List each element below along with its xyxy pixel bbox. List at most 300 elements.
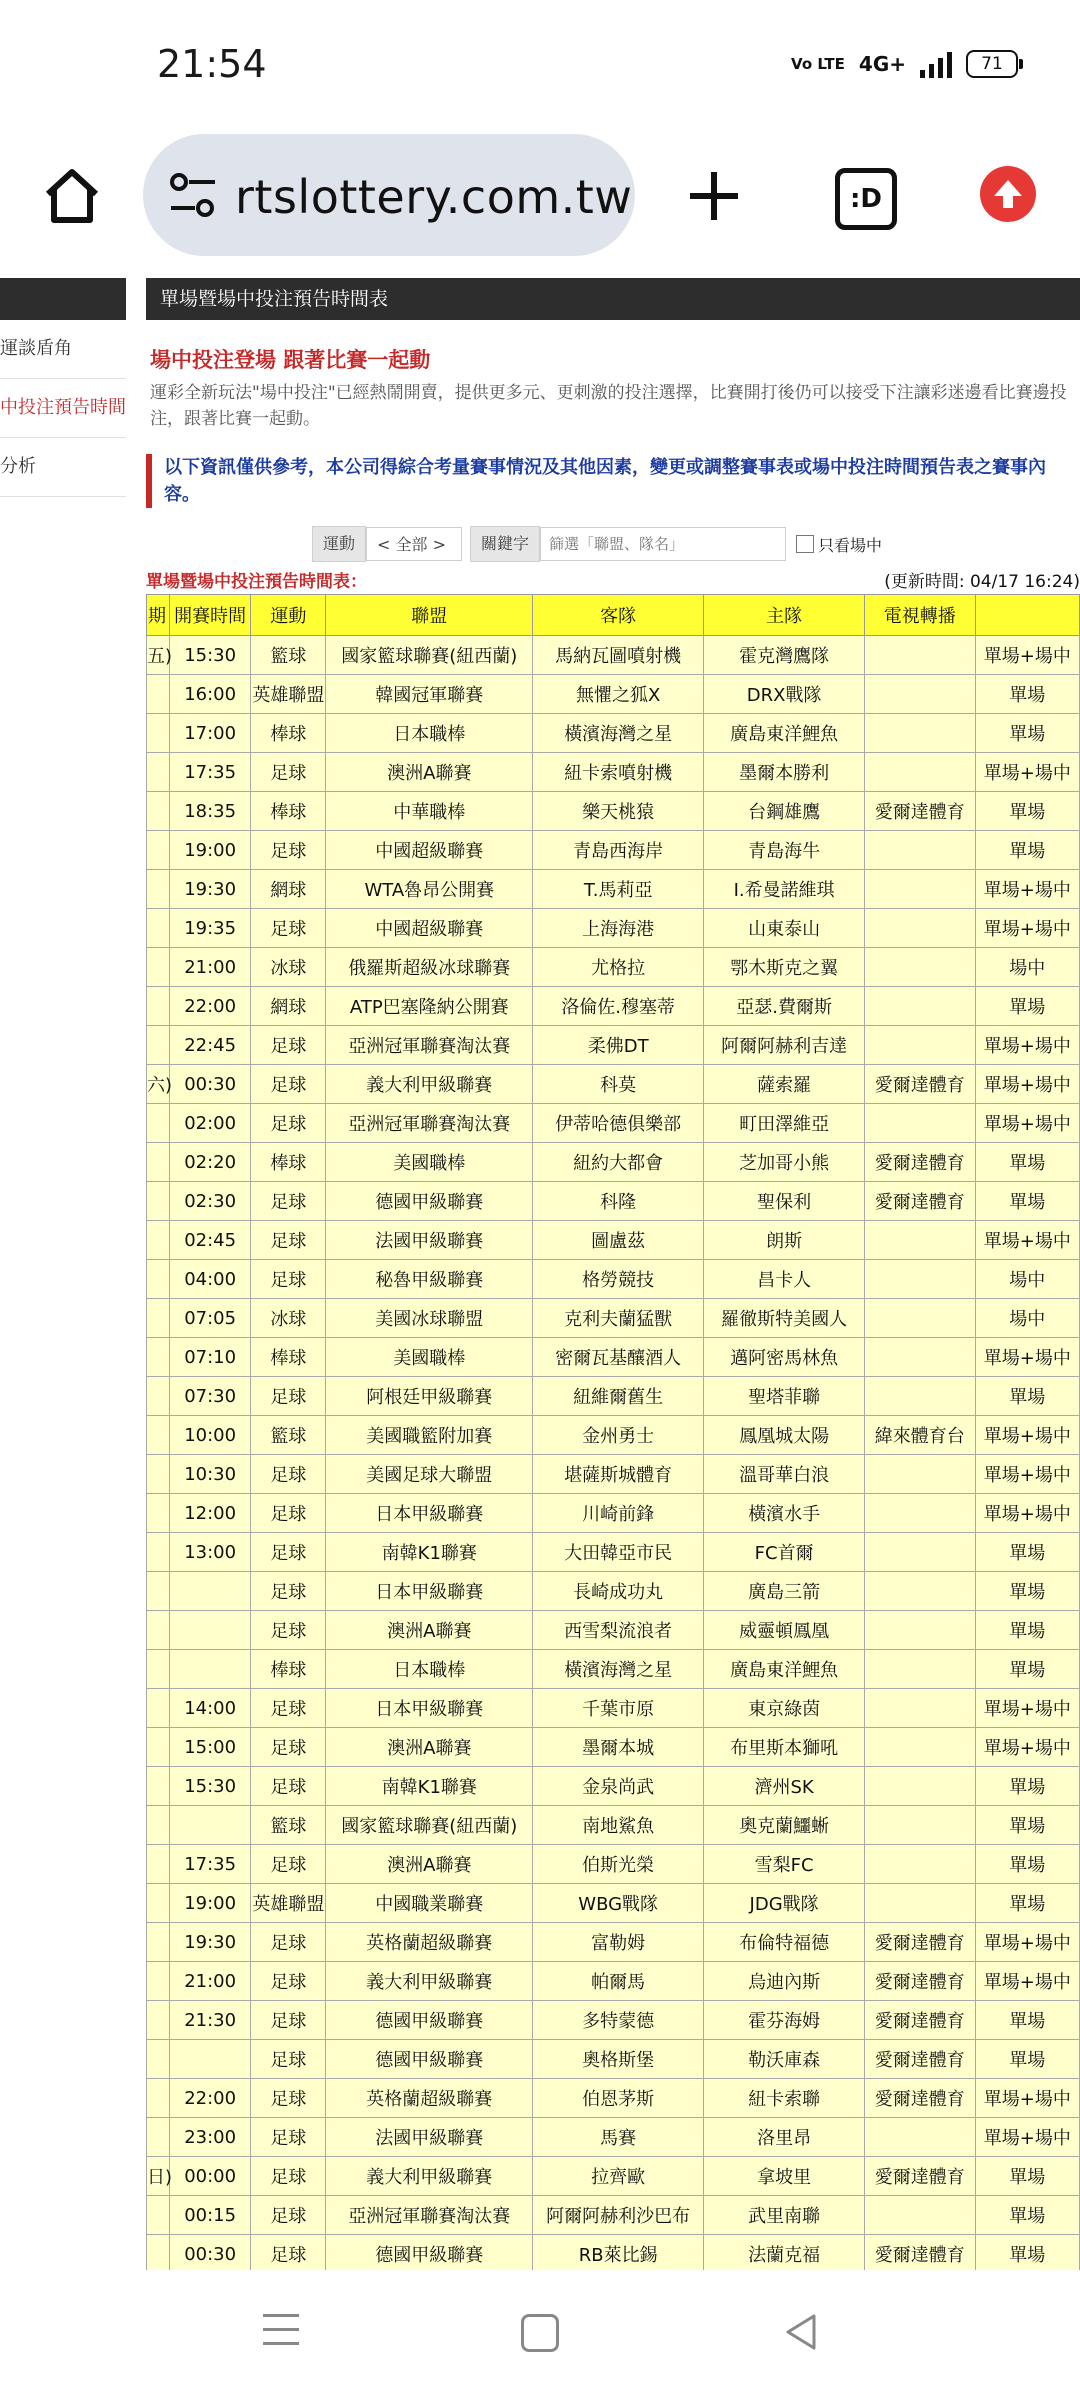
status-icons <box>791 50 1018 78</box>
cell-league: 美國冰球聯盟 <box>326 1299 533 1338</box>
cell-away-team: 西雪梨流浪者 <box>533 1611 704 1650</box>
cell-bet-type: 單場+場中 <box>975 1338 1079 1377</box>
cell-away-team: 格勞競技 <box>533 1260 704 1299</box>
cell-sport: 足球 <box>251 909 326 948</box>
table-row <box>147 948 1080 987</box>
cell-away-team: 圖盧茲 <box>533 1221 704 1260</box>
cell-bet-type: 單場+場中 <box>975 2118 1079 2157</box>
cell-bet-type: 單場+場中 <box>975 1494 1079 1533</box>
cell-date <box>147 1416 170 1455</box>
cell-home-team: 威靈頓鳳凰 <box>704 1611 865 1650</box>
cell-date <box>147 1455 170 1494</box>
cell-sport: 籃球 <box>251 1806 326 1845</box>
cell-home-team: 拿坡里 <box>704 2157 865 2196</box>
cell-league: 俄羅斯超級冰球聯賽 <box>326 948 533 987</box>
cell-bet-type: 單場+場中 <box>975 2079 1079 2118</box>
cell-time: 07:10 <box>169 1338 250 1377</box>
cell-sport: 足球 <box>251 1962 326 2001</box>
cell-sport: 網球 <box>251 870 326 909</box>
cell-sport: 足球 <box>251 1611 326 1650</box>
cell-bet-type: 單場+場中 <box>975 1065 1079 1104</box>
cell-date <box>147 870 170 909</box>
site-settings-icon[interactable] <box>167 170 219 220</box>
cell-league: 阿根廷甲級聯賽 <box>326 1377 533 1416</box>
cell-sport: 網球 <box>251 987 326 1026</box>
schedule-table <box>146 594 1080 2274</box>
cell-time: 07:30 <box>169 1377 250 1416</box>
cell-home-team: 濟州SK <box>704 1767 865 1806</box>
cell-home-team: 武里南聯 <box>704 2196 865 2235</box>
cell-sport: 足球 <box>251 753 326 792</box>
table-row <box>147 2001 1080 2040</box>
table-row <box>147 1650 1080 1689</box>
cell-tv <box>864 675 975 714</box>
cell-sport: 足球 <box>251 1065 326 1104</box>
cell-home-team: 雪梨FC <box>704 1845 865 1884</box>
cell-away-team: 樂天桃猿 <box>533 792 704 831</box>
cell-bet-type: 單場 <box>975 2040 1079 2079</box>
table-row <box>147 1299 1080 1338</box>
cell-league: 澳洲A聯賽 <box>326 1611 533 1650</box>
sport-filter-label: 運動 <box>312 526 366 562</box>
cell-tv <box>864 1221 975 1260</box>
table-row <box>147 1143 1080 1182</box>
cell-away-team: 克利夫蘭猛獸 <box>533 1299 704 1338</box>
cell-league: 義大利甲級聯賽 <box>326 1962 533 2001</box>
cell-tv: 愛爾達體育 <box>864 2079 975 2118</box>
update-time: (更新時間: 04/17 16:24) <box>884 572 1080 592</box>
cell-tv <box>864 1767 975 1806</box>
cell-sport: 棒球 <box>251 792 326 831</box>
cell-away-team: 密爾瓦基釀酒人 <box>533 1338 704 1377</box>
status-bar <box>0 0 1080 120</box>
cell-away-team: T.馬莉亞 <box>533 870 704 909</box>
cell-sport: 足球 <box>251 1533 326 1572</box>
keyword-input[interactable] <box>540 527 786 561</box>
cell-bet-type: 單場 <box>975 1845 1079 1884</box>
table-row <box>147 675 1080 714</box>
cell-date <box>147 987 170 1026</box>
cell-league: 中華職棒 <box>326 792 533 831</box>
cell-date <box>147 1572 170 1611</box>
cell-tv <box>864 1806 975 1845</box>
cell-away-team: 南地鯊魚 <box>533 1806 704 1845</box>
cell-away-team: 馬納瓦圖噴射機 <box>533 636 704 675</box>
cell-time: 22:00 <box>169 2079 250 2118</box>
cell-home-team: 聖塔菲聯 <box>704 1377 865 1416</box>
cell-league: 英格蘭超級聯賽 <box>326 1923 533 1962</box>
cell-time: 17:35 <box>169 753 250 792</box>
cell-date <box>147 1923 170 1962</box>
cell-tv <box>864 1611 975 1650</box>
table-row <box>147 1455 1080 1494</box>
table-row <box>147 909 1080 948</box>
cell-bet-type: 單場 <box>975 1143 1079 1182</box>
table-row <box>147 1689 1080 1728</box>
url-text[interactable]: rtslottery.com.tw <box>235 170 633 224</box>
sidebar-item-discussion[interactable]: 運談盾角 <box>0 320 126 379</box>
table-row <box>147 1416 1080 1455</box>
cell-tv <box>864 1026 975 1065</box>
cell-date <box>147 2001 170 2040</box>
cell-home-team: 鳳凰城太陽 <box>704 1416 865 1455</box>
cell-sport: 足球 <box>251 1689 326 1728</box>
cell-sport: 英雄聯盟 <box>251 1884 326 1923</box>
promo-description: 運彩全新玩法"場中投注"已經熱鬧開賣，提供更多元、更刺激的投注選擇，比賽開打後仍可以接受下注讓彩迷邊看比賽邊投注，跟著比賽一起動。 <box>150 383 1067 429</box>
left-sidebar <box>0 278 126 497</box>
cell-home-team: 法蘭克福 <box>704 2235 865 2274</box>
cell-league: 澳洲A聯賽 <box>326 1728 533 1767</box>
cell-tv <box>864 753 975 792</box>
cell-sport: 足球 <box>251 1182 326 1221</box>
sport-select[interactable]: < 全部 > <box>366 527 462 561</box>
cell-sport: 籃球 <box>251 1416 326 1455</box>
cell-away-team: 青島西海岸 <box>533 831 704 870</box>
nav-home-icon[interactable] <box>521 2314 559 2352</box>
cell-time: 19:00 <box>169 831 250 870</box>
main-content <box>146 278 1080 2274</box>
cell-tv <box>864 909 975 948</box>
page-title: 單場暨場中投注預告時間表 <box>146 278 1080 320</box>
cell-sport: 棒球 <box>251 1338 326 1377</box>
recent-apps-icon[interactable] <box>263 2314 299 2350</box>
cell-time: 00:00 <box>169 2157 250 2196</box>
cell-tv <box>864 987 975 1026</box>
cell-sport: 足球 <box>251 1455 326 1494</box>
cell-tv <box>864 636 975 675</box>
cell-bet-type: 單場 <box>975 987 1079 1026</box>
sidebar-item-analysis[interactable]: 分析 <box>0 438 126 497</box>
cell-away-team: 千葉市原 <box>533 1689 704 1728</box>
cell-bet-type: 單場 <box>975 675 1079 714</box>
cell-away-team: 紐約大都會 <box>533 1143 704 1182</box>
cell-time: 17:35 <box>169 1845 250 1884</box>
cell-bet-type: 單場 <box>975 1572 1079 1611</box>
cell-away-team: 帕爾馬 <box>533 1962 704 2001</box>
browser-toolbar <box>0 128 1080 264</box>
cell-home-team: 亞瑟.費爾斯 <box>704 987 865 1026</box>
cell-home-team: 山東泰山 <box>704 909 865 948</box>
cell-time: 21:00 <box>169 948 250 987</box>
cell-tv <box>864 1494 975 1533</box>
cell-time: 22:45 <box>169 1026 250 1065</box>
cell-home-team: 町田澤維亞 <box>704 1104 865 1143</box>
cell-time: 15:30 <box>169 636 250 675</box>
table-row <box>147 2157 1080 2196</box>
cell-away-team: 洛倫佐.穆塞蒂 <box>533 987 704 1026</box>
cell-home-team: 橫濱水手 <box>704 1494 865 1533</box>
cell-home-team: 烏迪內斯 <box>704 1962 865 2001</box>
cell-home-team: 廣島東洋鯉魚 <box>704 714 865 753</box>
cell-away-team: 奧格斯堡 <box>533 2040 704 2079</box>
cell-date <box>147 1884 170 1923</box>
cell-home-team: 洛里昂 <box>704 2118 865 2157</box>
table-row <box>147 792 1080 831</box>
network-type: 4G+ <box>858 52 906 76</box>
cell-date <box>147 1338 170 1377</box>
cell-away-team: 橫濱海灣之星 <box>533 714 704 753</box>
cell-tv <box>864 1572 975 1611</box>
cell-home-team: DRX戰隊 <box>704 675 865 714</box>
cell-away-team: 堪薩斯城體育 <box>533 1455 704 1494</box>
cell-date <box>147 1221 170 1260</box>
cell-date <box>147 1182 170 1221</box>
cell-tv: 愛爾達體育 <box>864 2235 975 2274</box>
cell-league: 國家籃球聯賽(紐西蘭) <box>326 636 533 675</box>
cell-bet-type: 單場+場中 <box>975 1104 1079 1143</box>
cell-time: 02:45 <box>169 1221 250 1260</box>
cell-bet-type: 單場+場中 <box>975 1962 1079 2001</box>
cell-date <box>147 1650 170 1689</box>
cell-time: 00:15 <box>169 2196 250 2235</box>
cell-tv: 愛爾達體育 <box>864 2001 975 2040</box>
cell-date <box>147 1494 170 1533</box>
cell-bet-type: 單場 <box>975 1884 1079 1923</box>
cell-tv: 緯來體育台 <box>864 1416 975 1455</box>
cell-tv <box>864 1338 975 1377</box>
table-row <box>147 1845 1080 1884</box>
table-title: 單場暨場中投注預告時間表： <box>146 572 367 592</box>
cell-away-team: 無懼之狐X <box>533 675 704 714</box>
cell-away-team: 金泉尚武 <box>533 1767 704 1806</box>
table-row <box>147 1884 1080 1923</box>
checkbox-box[interactable] <box>796 535 814 553</box>
cell-tv: 愛爾達體育 <box>864 792 975 831</box>
cell-home-team: FC首爾 <box>704 1533 865 1572</box>
cell-league: ATP巴塞隆納公開賽 <box>326 987 533 1026</box>
cell-time: 07:05 <box>169 1299 250 1338</box>
cell-bet-type: 單場 <box>975 2235 1079 2274</box>
address-bar[interactable] <box>143 134 635 256</box>
table-row <box>147 1533 1080 1572</box>
cell-tv <box>864 1260 975 1299</box>
cell-date <box>147 2196 170 2235</box>
cell-away-team: 伯恩茅斯 <box>533 2079 704 2118</box>
cell-league: 法國甲級聯賽 <box>326 2118 533 2157</box>
cell-time: 02:30 <box>169 1182 250 1221</box>
cell-sport: 足球 <box>251 2001 326 2040</box>
cell-bet-type: 單場 <box>975 831 1079 870</box>
cell-bet-type: 單場 <box>975 1182 1079 1221</box>
cell-sport: 冰球 <box>251 948 326 987</box>
cell-bet-type: 單場+場中 <box>975 1923 1079 1962</box>
cell-home-team: 紐卡索聯 <box>704 2079 865 2118</box>
table-row <box>147 2040 1080 2079</box>
cell-time: 12:00 <box>169 1494 250 1533</box>
cell-date: 六) <box>147 1065 170 1104</box>
cell-away-team: WBG戰隊 <box>533 1884 704 1923</box>
cell-sport: 籃球 <box>251 636 326 675</box>
cell-home-team: 邁阿密馬林魚 <box>704 1338 865 1377</box>
cell-league: 日本甲級聯賽 <box>326 1689 533 1728</box>
cell-bet-type: 單場 <box>975 1767 1079 1806</box>
cell-sport: 足球 <box>251 2157 326 2196</box>
update-icon[interactable] <box>980 166 1036 222</box>
cell-tv <box>864 948 975 987</box>
cell-time: 19:30 <box>169 870 250 909</box>
signal-icon <box>920 50 952 78</box>
cell-time: 17:00 <box>169 714 250 753</box>
cell-sport: 足球 <box>251 1845 326 1884</box>
table-row <box>147 2196 1080 2235</box>
cell-bet-type: 單場+場中 <box>975 1221 1079 1260</box>
column-header-time: 開賽時間 <box>169 595 250 636</box>
cell-date <box>147 1377 170 1416</box>
cell-away-team: 紐維爾舊生 <box>533 1377 704 1416</box>
table-row <box>147 1260 1080 1299</box>
cell-away-team: 富勒姆 <box>533 1923 704 1962</box>
cell-bet-type: 單場+場中 <box>975 1728 1079 1767</box>
cell-bet-type: 單場 <box>975 2001 1079 2040</box>
cell-tv <box>864 1689 975 1728</box>
sidebar-header <box>0 278 126 320</box>
cell-sport: 冰球 <box>251 1299 326 1338</box>
only-live-checkbox[interactable] <box>796 533 882 556</box>
table-row <box>147 714 1080 753</box>
schedule-body <box>147 636 1080 2274</box>
table-row <box>147 1026 1080 1065</box>
cell-bet-type: 場中 <box>975 948 1079 987</box>
cell-time: 21:00 <box>169 1962 250 2001</box>
cell-league: 日本職棒 <box>326 714 533 753</box>
cell-league: 義大利甲級聯賽 <box>326 1065 533 1104</box>
cell-date <box>147 1728 170 1767</box>
cell-home-team: 薩索羅 <box>704 1065 865 1104</box>
cell-time: 00:30 <box>169 2235 250 2274</box>
cell-sport: 足球 <box>251 2196 326 2235</box>
cell-home-team: 芝加哥小熊 <box>704 1143 865 1182</box>
cell-date <box>147 2235 170 2274</box>
cell-league: 美國職籃附加賽 <box>326 1416 533 1455</box>
cell-time: 19:30 <box>169 1923 250 1962</box>
cell-time <box>169 1650 250 1689</box>
cell-date <box>147 714 170 753</box>
cell-away-team: 伊蒂哈德俱樂部 <box>533 1104 704 1143</box>
cell-bet-type: 單場+場中 <box>975 870 1079 909</box>
home-icon[interactable] <box>40 164 104 228</box>
table-row <box>147 753 1080 792</box>
table-row <box>147 1572 1080 1611</box>
cell-date <box>147 1962 170 2001</box>
cell-date <box>147 1611 170 1650</box>
cell-date <box>147 1845 170 1884</box>
column-header-home: 主隊 <box>704 595 865 636</box>
table-row <box>147 831 1080 870</box>
cell-away-team: 長崎成功丸 <box>533 1572 704 1611</box>
cell-time: 15:30 <box>169 1767 250 1806</box>
cell-date <box>147 1143 170 1182</box>
cell-time <box>169 1806 250 1845</box>
cell-tv <box>864 1377 975 1416</box>
promo-headline: 場中投注登場 跟著比賽一起動 <box>150 348 431 372</box>
table-row <box>147 2079 1080 2118</box>
table-row <box>147 1104 1080 1143</box>
cell-league: 法國甲級聯賽 <box>326 1221 533 1260</box>
cell-sport: 足球 <box>251 1026 326 1065</box>
table-row <box>147 1338 1080 1377</box>
cell-home-team: 墨爾本勝利 <box>704 753 865 792</box>
cell-home-team: 霍芬海姆 <box>704 2001 865 2040</box>
cell-league: 澳洲A聯賽 <box>326 753 533 792</box>
column-header-league: 聯盟 <box>326 595 533 636</box>
filter-bar <box>312 526 1080 562</box>
cell-home-team: 台鋼雄鷹 <box>704 792 865 831</box>
cell-bet-type: 單場 <box>975 1377 1079 1416</box>
cell-time: 22:00 <box>169 987 250 1026</box>
new-tab-icon[interactable] <box>686 168 742 224</box>
back-icon[interactable] <box>782 2312 818 2352</box>
cell-home-team: 霍克灣鷹隊 <box>704 636 865 675</box>
cell-league: 德國甲級聯賽 <box>326 2001 533 2040</box>
cell-away-team: 多特蒙德 <box>533 2001 704 2040</box>
cell-bet-type: 單場 <box>975 1611 1079 1650</box>
cell-league: 美國職棒 <box>326 1143 533 1182</box>
cell-date <box>147 753 170 792</box>
cell-league: 德國甲級聯賽 <box>326 1182 533 1221</box>
cell-date <box>147 1689 170 1728</box>
cell-away-team: 馬賽 <box>533 2118 704 2157</box>
table-row <box>147 1923 1080 1962</box>
cell-league: WTA魯昂公開賽 <box>326 870 533 909</box>
cell-league: 德國甲級聯賽 <box>326 2040 533 2079</box>
cell-time: 02:00 <box>169 1104 250 1143</box>
table-row <box>147 1221 1080 1260</box>
cell-away-team: 阿爾阿赫利沙巴布 <box>533 2196 704 2235</box>
cell-home-team: 布倫特福德 <box>704 1923 865 1962</box>
cell-tv <box>864 714 975 753</box>
cell-home-team: 聖保利 <box>704 1182 865 1221</box>
cell-time: 15:00 <box>169 1728 250 1767</box>
cell-sport: 足球 <box>251 1767 326 1806</box>
cell-league: 中國超級聯賽 <box>326 909 533 948</box>
sidebar-item-live-schedule[interactable]: 中投注預告時間 <box>0 379 126 438</box>
cell-league: 日本職棒 <box>326 1650 533 1689</box>
table-row <box>147 870 1080 909</box>
column-header-date: 期 <box>147 595 170 636</box>
cell-away-team: 柔佛DT <box>533 1026 704 1065</box>
cell-home-team: 羅徹斯特美國人 <box>704 1299 865 1338</box>
cell-away-team: 墨爾本城 <box>533 1728 704 1767</box>
column-header-sport: 運動 <box>251 595 326 636</box>
cell-bet-type: 單場+場中 <box>975 636 1079 675</box>
cell-away-team: 上海海港 <box>533 909 704 948</box>
cell-away-team: 金州勇士 <box>533 1416 704 1455</box>
cell-time <box>169 1611 250 1650</box>
cell-bet-type: 單場 <box>975 2196 1079 2235</box>
table-row <box>147 1611 1080 1650</box>
cell-time: 19:35 <box>169 909 250 948</box>
cell-time: 18:35 <box>169 792 250 831</box>
cell-tv: 愛爾達體育 <box>864 1182 975 1221</box>
cell-tv <box>864 1455 975 1494</box>
table-row <box>147 1728 1080 1767</box>
cell-league: 德國甲級聯賽 <box>326 2235 533 2274</box>
cell-time: 14:00 <box>169 1689 250 1728</box>
table-row <box>147 1494 1080 1533</box>
cell-tv: 愛爾達體育 <box>864 1962 975 2001</box>
cell-sport: 足球 <box>251 1923 326 1962</box>
cell-date: 五) <box>147 636 170 675</box>
cell-home-team: 勒沃庫森 <box>704 2040 865 2079</box>
disclaimer-notice: 以下資訊僅供參考，本公司得綜合考量賽事情況及其他因素，變更或調整賽事表或場中投注時間預告表之賽事內容。 <box>146 454 1074 508</box>
battery-icon: 71 <box>966 50 1018 78</box>
cell-time: 02:20 <box>169 1143 250 1182</box>
tab-switcher-button[interactable]: :D <box>835 168 897 230</box>
cell-bet-type: 單場+場中 <box>975 1455 1079 1494</box>
cell-time: 13:00 <box>169 1533 250 1572</box>
cell-bet-type: 單場+場中 <box>975 1689 1079 1728</box>
cell-home-team: 阿爾阿赫利吉達 <box>704 1026 865 1065</box>
